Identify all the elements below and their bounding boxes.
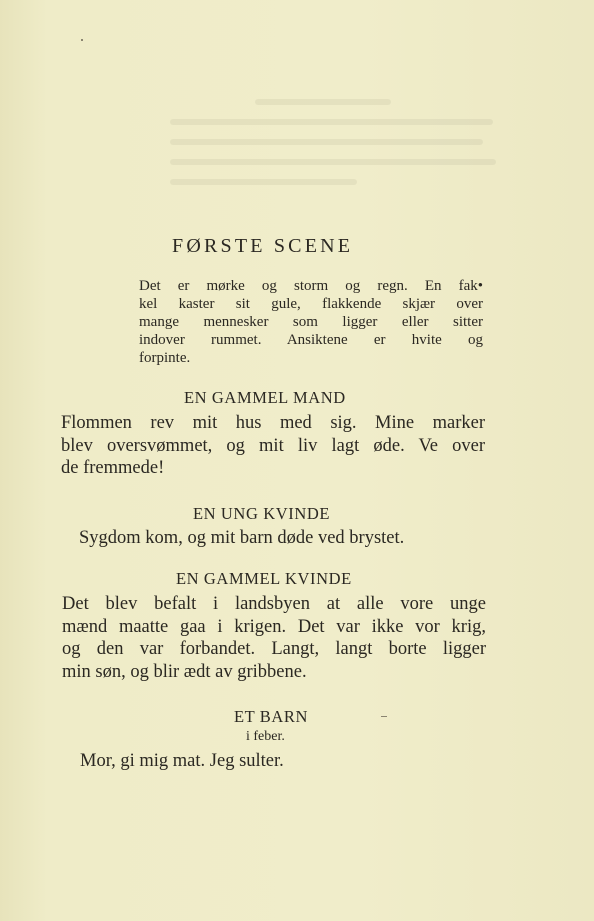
speech-line: de fremmede! <box>61 458 165 478</box>
speech-text <box>62 593 486 683</box>
speech-line: blev oversvømmet, og mit liv lagt øde. Ve over <box>61 435 485 456</box>
stage-direction-line: forpinte. <box>139 350 191 366</box>
scene-title: FØRSTE SCENE <box>172 235 354 257</box>
stage-direction-line: Det er mørke og storm og regn. En fak• <box>139 278 483 294</box>
stage-direction-line: kel kaster sit gule, flakkende skjær over <box>139 296 483 312</box>
speech-line: Flommen rev mit hus med sig. Mine marker <box>61 413 485 433</box>
speech-text <box>79 527 404 550</box>
speech-line: Sygdom kom, og mit barn døde ved brystet. <box>79 528 405 548</box>
speech-line: Det blev befalt i landsbyen at alle vore unge <box>62 594 486 614</box>
speech-text <box>61 412 485 480</box>
speaker-name: EN UNG KVINDE <box>193 504 331 523</box>
bleed-through-text <box>170 85 510 205</box>
stage-direction-line: indover rummet. Ansiktene er hvite og <box>139 332 483 348</box>
speech-line: mænd maatte gaa i krigen. Det var ikke vor krig, <box>62 616 486 637</box>
page-mark <box>381 716 387 717</box>
speech-line: min søn, og blir ædt av gribbene. <box>62 661 307 682</box>
stage-direction-line: mange mennesker som ligger eller sitter <box>139 314 483 330</box>
page-speck <box>81 39 83 41</box>
speech-line: Mor, gi mig mat. Jeg sulter. <box>80 751 284 771</box>
speaker-direction: i feber. <box>246 729 285 744</box>
speaker-name: ET BARN <box>234 707 309 726</box>
speaker-name: EN GAMMEL KVINDE <box>176 569 352 588</box>
speaker-name: EN GAMMEL MAND <box>184 388 346 407</box>
speech-text <box>80 750 284 773</box>
stage-direction <box>139 277 483 367</box>
speech-line: og den var forbandet. Langt, langt borte ligger <box>62 639 486 659</box>
